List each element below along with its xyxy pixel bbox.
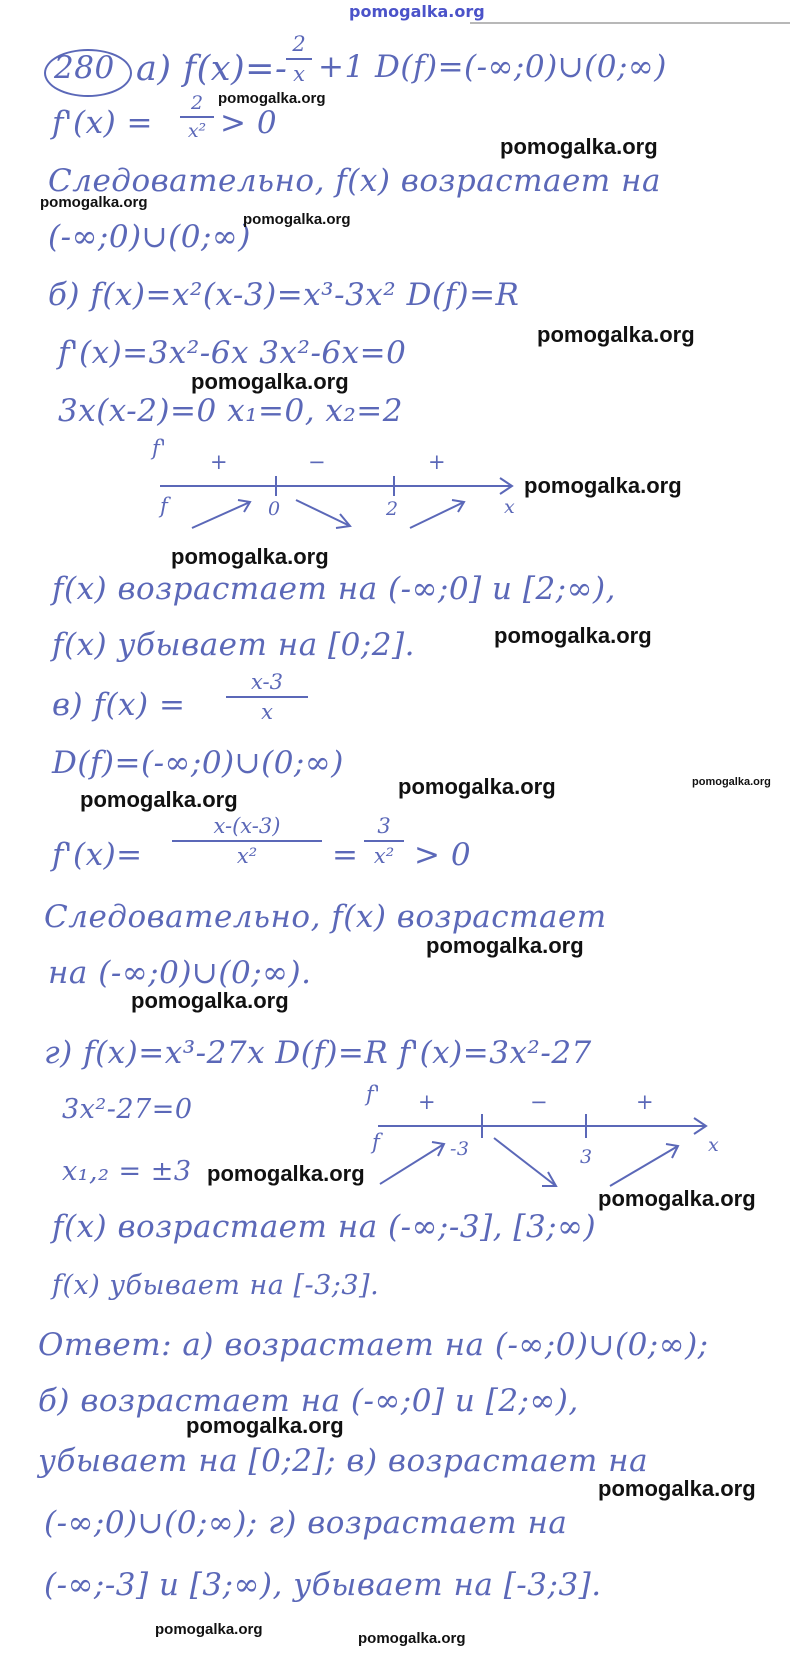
diagram-b-x-label: x (504, 496, 516, 518)
part-v-derivative-fraction-2 (364, 814, 404, 868)
part-v-derivative-num-2: 3 (377, 814, 391, 838)
increase-arrow-2 (610, 1146, 678, 1186)
part-a-derivative-den: x² (187, 120, 207, 142)
answer-line-4: (-∞;0)∪(0;∞); г) возрастает на (44, 1505, 568, 1541)
number-line-arrow (500, 478, 512, 494)
part-v-derivative-num-1: x-(x-3) (213, 814, 281, 838)
diagram-b-f-label: f (160, 494, 169, 518)
watermark: pomogalka.org (524, 473, 682, 498)
increase-arrow-1-head (432, 1142, 444, 1156)
part-g-decrease: f(x) убывает на [-3;3]. (52, 1270, 380, 1301)
increase-arrow-1-head (238, 500, 250, 512)
diagram-g-point-3: 3 (580, 1146, 593, 1168)
watermark: pomogalka.org (398, 774, 556, 799)
answer-line-2: б) возрастает на (-∞;0] и [2;∞), (38, 1383, 579, 1419)
part-a-derivative: f'(x) = (52, 105, 153, 141)
part-a-function: а) f(x)=- (136, 49, 288, 89)
watermark: pomogalka.org (598, 1476, 756, 1501)
part-a-derivative-sign: > 0 (220, 105, 278, 141)
watermark: pomogalka.org (171, 544, 329, 569)
part-a-fraction-den: x (293, 62, 305, 86)
part-v-function: в) f(x) = (52, 687, 186, 723)
part-v-derivative-den-1: x² (236, 844, 258, 868)
watermark: pomogalka.org (692, 776, 771, 788)
increase-arrow-2-head (452, 500, 464, 512)
watermark: pomogalka.org (207, 1161, 365, 1186)
part-v-derivative-fraction-1 (172, 814, 322, 868)
watermark: pomogalka.org (80, 787, 238, 812)
watermark: pomogalka.org (426, 933, 584, 958)
watermark: pomogalka.org (243, 211, 351, 228)
number-line-arrow (694, 1118, 706, 1134)
part-b-function: б) f(x)=x²(x-3)=x³-3x² D(f)=R (48, 277, 520, 313)
watermark: pomogalka.org (500, 134, 658, 159)
part-g-function: г) f(x)=x³-27x D(f)=R f'(x)=3x²-27 (44, 1035, 592, 1071)
decrease-arrow (494, 1138, 556, 1186)
site-header-watermark: pomogalka.org (349, 2, 485, 21)
part-b-derivative: f'(x)=3x²-6x 3x²-6x=0 (58, 335, 407, 371)
watermark: pomogalka.org (191, 369, 349, 394)
diagram-b-sign-1: + (210, 450, 229, 474)
part-a-fraction (286, 32, 312, 86)
fraction-bar (364, 840, 404, 842)
part-g-increase: f(x) возрастает на (-∞;-3], [3;∞) (52, 1209, 597, 1245)
watermark: pomogalka.org (131, 988, 289, 1013)
watermark: pomogalka.org (598, 1186, 756, 1211)
answer-line-1: Ответ: а) возрастает на (-∞;0)∪(0;∞); (38, 1327, 709, 1363)
part-a-conclusion: Следовательно, f(x) возрастает на (48, 163, 661, 199)
part-a-derivative-num: 2 (190, 92, 204, 114)
increase-arrow-1 (192, 502, 250, 528)
answer-line-3: убывает на [0;2]; в) возрастает на (38, 1443, 649, 1479)
decrease-arrow-head (542, 1172, 556, 1186)
top-rule (470, 22, 790, 24)
increase-arrow-2-head (666, 1144, 678, 1158)
watermark: pomogalka.org (218, 90, 326, 107)
part-b-roots: 3x(x-2)=0 x₁=0, x₂=2 (58, 393, 404, 429)
part-a-fraction-num: 2 (292, 32, 306, 56)
part-v-domain: D(f)=(-∞;0)∪(0;∞) (52, 745, 344, 781)
part-v-fraction-num: x-3 (251, 670, 283, 694)
watermark: pomogalka.org (494, 623, 652, 648)
diagram-g-fprime-label: f' (366, 1082, 381, 1106)
watermark: pomogalka.org (186, 1413, 344, 1438)
diagram-g-point-minus-3: -3 (450, 1138, 470, 1160)
part-v-derivative-equals: = (332, 837, 359, 873)
watermark: pomogalka.org (358, 1630, 466, 1647)
decrease-arrow (296, 500, 350, 526)
increase-arrow-1 (380, 1144, 444, 1184)
diagram-b-sign-3: + (428, 450, 447, 474)
part-b-increase: f(x) возрастает на (-∞;0] и [2;∞), (52, 571, 616, 607)
watermark: pomogalka.org (537, 322, 695, 347)
fraction-bar (180, 116, 214, 118)
fraction-bar (172, 840, 322, 842)
part-v-derivative-den-2: x² (373, 844, 395, 868)
part-v-interval: на (-∞;0)∪(0;∞). (48, 955, 312, 991)
fraction-bar (226, 696, 308, 698)
part-a-domain: +1 D(f)=(-∞;0)∪(0;∞) (318, 49, 667, 85)
diagram-b-fprime-label: f' (152, 436, 167, 460)
part-b-decrease: f(x) убывает на [0;2]. (52, 627, 415, 663)
part-v-derivative: f'(x)= (52, 837, 143, 873)
part-v-derivative-sign: > 0 (414, 837, 472, 873)
watermark: pomogalka.org (40, 194, 148, 211)
diagram-b-point-0: 0 (268, 498, 281, 520)
part-g-roots: x₁,₂ = ±3 (62, 1156, 192, 1187)
problem-number: 280 (54, 50, 115, 86)
diagram-g-f-label: f (372, 1130, 381, 1154)
fraction-bar (286, 58, 312, 60)
answer-line-5: (-∞;-3] и [3;∞), убывает на [-3;3]. (44, 1567, 602, 1603)
part-g-equation: 3x²-27=0 (62, 1094, 193, 1125)
diagram-g-x-label: x (708, 1134, 720, 1156)
decrease-arrow-head (336, 514, 350, 528)
part-a-derivative-fraction (180, 92, 214, 142)
watermark: pomogalka.org (155, 1621, 263, 1638)
part-v-conclusion: Следовательно, f(x) возрастает (44, 899, 607, 935)
diagram-g-sign-3: + (636, 1090, 655, 1114)
diagram-g-sign-2: − (530, 1090, 549, 1114)
diagram-b-sign-2: − (308, 450, 327, 474)
part-a-interval: (-∞;0)∪(0;∞) (48, 219, 251, 255)
part-v-fraction-den: x (261, 700, 273, 724)
diagram-g-sign-1: + (418, 1090, 437, 1114)
part-v-fraction (226, 670, 308, 724)
increase-arrow-2 (410, 502, 464, 528)
diagram-b-point-2: 2 (386, 498, 399, 520)
